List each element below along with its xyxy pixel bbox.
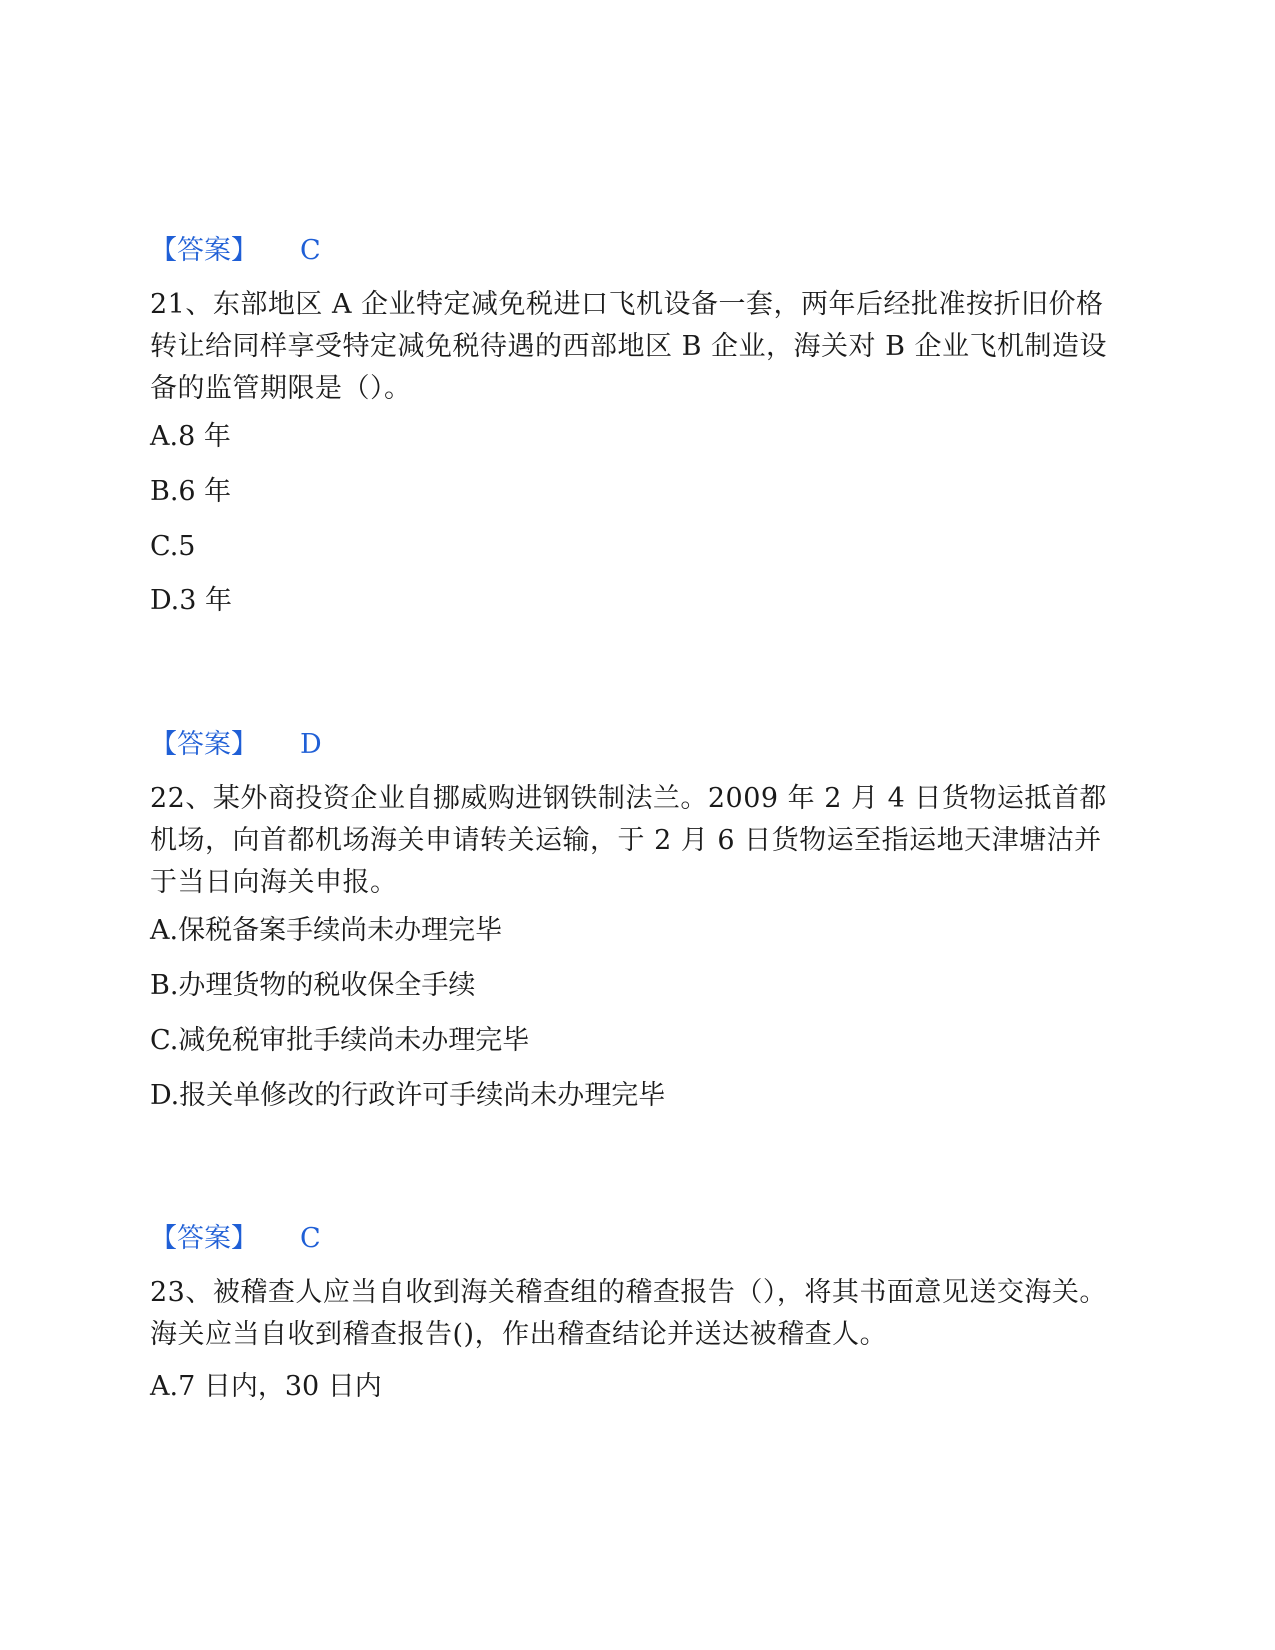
question-22-text: 22、某外商投资企业自挪威购进钢铁制法兰。2009 年 2 月 4 日货物运抵首都机场，向首都机场海关申请转关运输，于 2 月 6 日货物运至指运地天津塘沽并于当日向海关申报。 (150, 783, 1107, 898)
question-21-option-a: A.8 年 (150, 421, 231, 452)
question-21-text: 21、东部地区 A 企业特定减免税进口飞机设备一套，两年后经批准按折旧价格转让给同样享受特定减免税待遇的西部地区 B 企业，海关对 B 企业飞机制造设备的监管期限是（）。 (150, 289, 1108, 404)
question-23-text: 23、被稽查人应当自收到海关稽查组的稽查报告（），将其书面意见送交海关。海关应当自收到稽查报告()，作出稽查结论并送达被稽查人。 (150, 1277, 1107, 1350)
answer-label: 【答案】 (150, 729, 258, 760)
question-22-option-b: B.办理货物的税收保全手续 (150, 970, 476, 1001)
answer-line (150, 1222, 1125, 1256)
question-21-option-d: D.3 年 (150, 585, 233, 616)
answer-label: 【答案】 (150, 1223, 258, 1254)
question-22-option-c: C.减免税审批手续尚未办理完毕 (150, 1025, 530, 1056)
answer-line (150, 728, 1125, 762)
question-21-option-b: B.6 年 (150, 476, 232, 507)
answer-value: C (300, 1223, 321, 1254)
answer-value: C (300, 235, 321, 266)
question-23-option-a: A.7 日内，30 日内 (150, 1371, 382, 1402)
answer-value: D (300, 729, 322, 760)
answer-line (150, 234, 1125, 268)
question-21-option-c: C.5 (150, 531, 196, 562)
question-22-option-a: A.保税备案手续尚未办理完毕 (150, 915, 503, 946)
question-22-option-d: D.报关单修改的行政许可手续尚未办理完毕 (150, 1080, 666, 1111)
answer-label: 【答案】 (150, 235, 258, 266)
